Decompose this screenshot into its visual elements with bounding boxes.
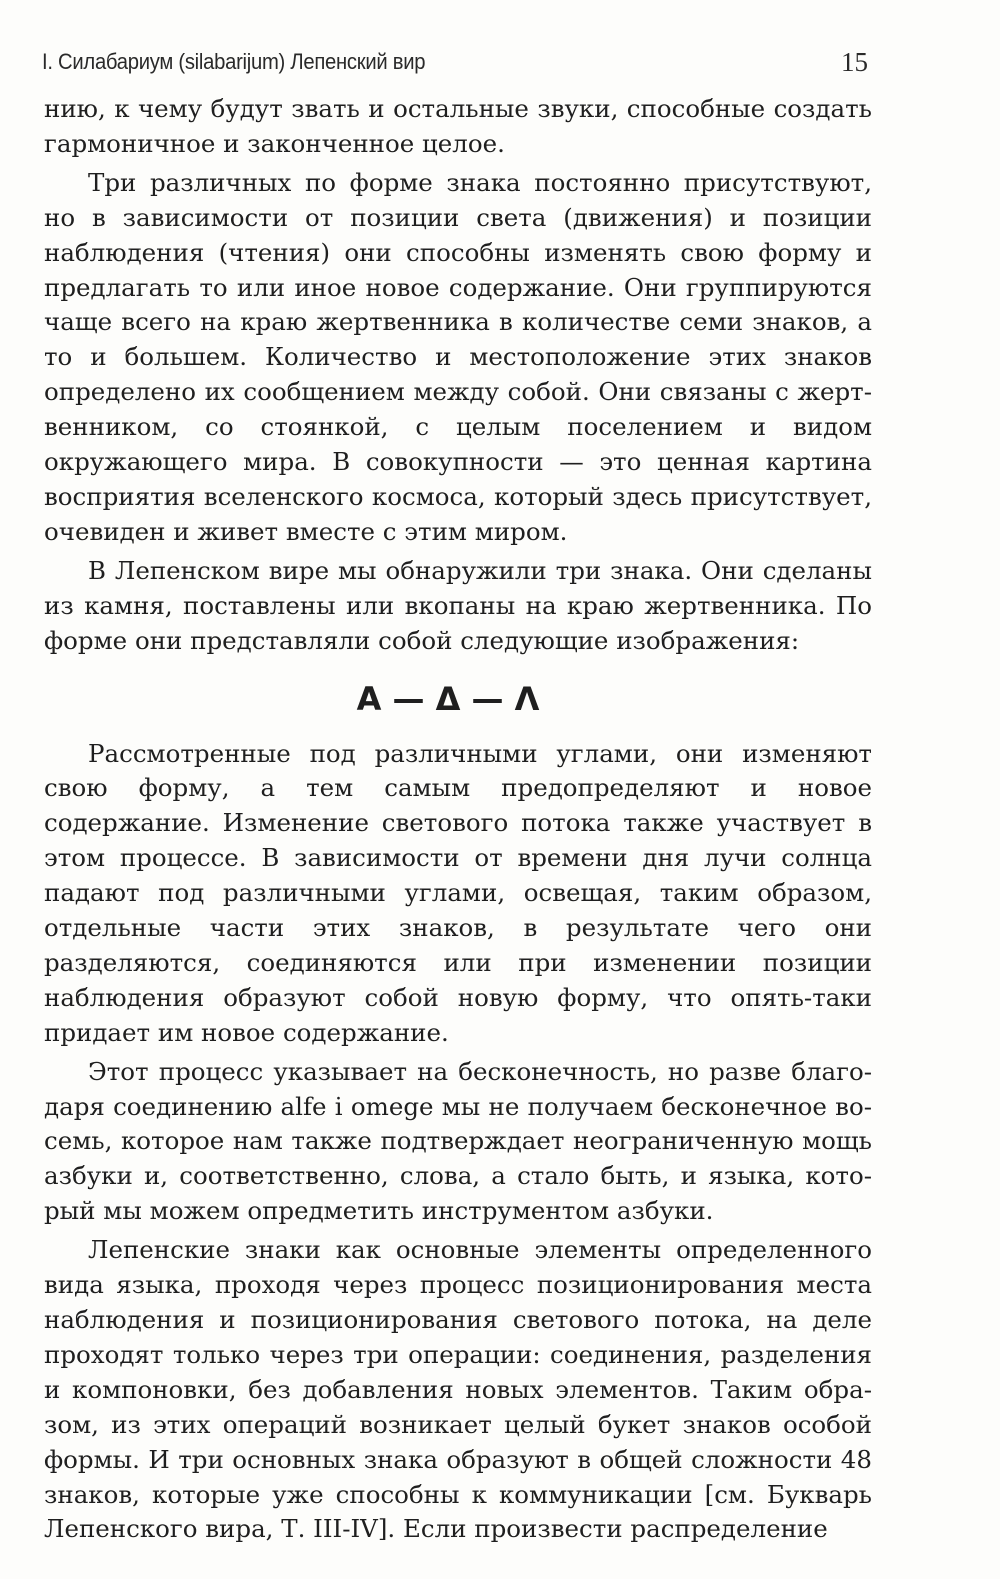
paragraph-three-signs: Три различных по форме знака постоянно присутствуют, но в зависимости от позиции света (движения) и позиции наблюдения (чтения) они способны изменять свою форму и предлагать то или иное новое содержание. Они группируются чаще всего на краю жертвенника в количестве семи знаков, а то и большем. Количество и местоположение этих знаков определено их сообщением между собой. Они связаны с жертвенником, со стоянкой, с целым поселением и видом окружающего мира. В совокупности — это ценная картина восприятия вселенского космоса, который здесь присутствует, очевиден и живет вместе с этим миром. bbox=[44, 167, 872, 546]
page-number: 15 bbox=[841, 46, 868, 77]
page-body bbox=[44, 92, 872, 1551]
running-head bbox=[42, 42, 868, 82]
chapter-title: I. Силабариум (silabarijum) Лепенский вир bbox=[42, 49, 426, 74]
sign-formula: A — Δ — Λ bbox=[356, 679, 540, 718]
paragraph-lepenski-vir-signs: В Лепенском вире мы обнаружили три знака. Они сделаны из камня, поставлены или вкопаны на краю жертвенника. По форме они представляли собой следующие изображения: bbox=[44, 555, 872, 655]
paragraph-continued: нию, к чему будут звать и остальные звуки, способные создать гармоничное и законченное целое. bbox=[44, 94, 872, 158]
paragraph-infinity: Этот процесс указывает на бесконечность, но разве благодаря соединению alfe i omege мы не получаем бесконечное восемь, которое нам также подтверждает неограниченную мощь азбуки и, соответственно, слова, а стало быть, и языка, который мы можем опредметить инструментом азбуки. bbox=[44, 1056, 872, 1226]
paragraph-operations: Лепенские знаки как основные элементы определенного вида языка, проходя через процесс позиционирования места наблюдения и позиционирования светового потока, на деле проходят только через три операции: соединения, разделения и компоновки, без добавления новых элементов. Таким образом, из этих операций возникает целый букет знаков особой формы. И три основных знака образуют в общей сложности 48 знаков, которые уже способны к коммуникации [см. Букварь Лепенского вира, Т. III-IV]. Если произвести распределение bbox=[44, 1235, 872, 1544]
paragraph-angles: Рассмотренные под различными углами, они изменяют свою форму, а тем самым предопределяют и новое содержание. Изменение светового потока также участвует в этом процессе. В зависимости от времени дня лучи солнца падают под различными углами, освещая, таким образом, отдельные части этих знаков, в результате чего они разделяются, соединяются или при изменении позиции наблюдения образуют собой новую форму, что опять-таки придает им новое содержание. bbox=[44, 738, 872, 1047]
